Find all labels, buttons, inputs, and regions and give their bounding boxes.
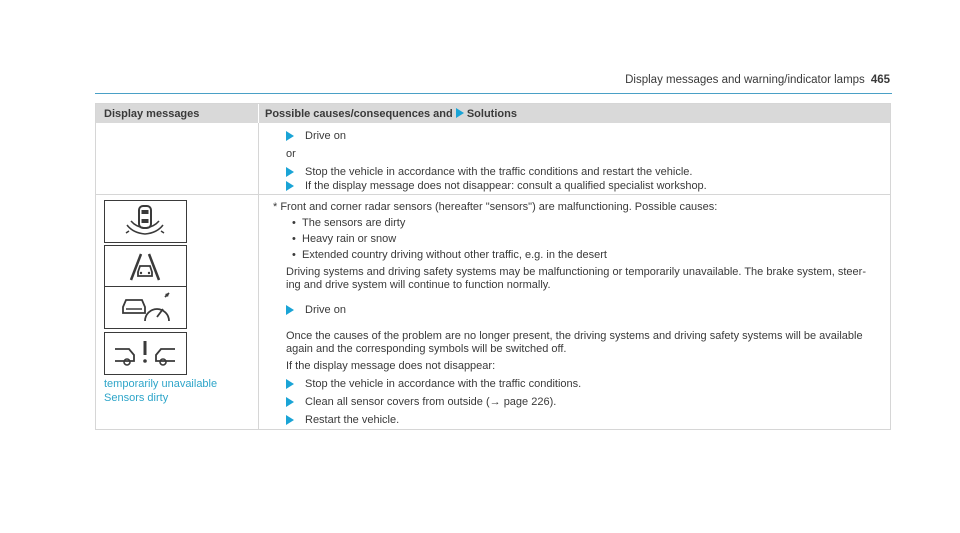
step-arrow-icon (286, 379, 294, 389)
bullet-text: Extended country driving without other traffic, e.g. in the desert (302, 249, 607, 261)
bullet-dot: • (292, 217, 296, 229)
row1-or: or (286, 148, 296, 160)
row2-para1-line1: Driving systems and driving safety systems may be malfunctioning or temporarily unavailable. The brake system, steer- (286, 266, 866, 278)
step-arrow-icon (286, 131, 294, 141)
running-head-title: Display messages and warning/indicator lamps (625, 74, 865, 86)
header-rule (95, 93, 892, 94)
row2-para2-line1: Once the causes of the problem are no longer present, the driving systems and driving safety systems will be available (286, 330, 863, 342)
header-causes-label: Possible causes/consequences and (265, 108, 453, 120)
message-sensors-dirty: Sensors dirty (104, 392, 169, 404)
header-display-messages: Display messages (104, 108, 200, 120)
lane-assist-icon (104, 245, 187, 288)
table-header (96, 104, 890, 123)
distance-assist-icon (104, 286, 187, 329)
step-text: Stop the vehicle in accordance with the traffic conditions. (305, 378, 582, 390)
brake-assist-icon (104, 332, 187, 375)
step-text: Stop the vehicle in accordance with the traffic conditions and restart the vehicle. (305, 166, 693, 178)
step-arrow-icon (286, 181, 294, 191)
bullet-text: Heavy rain or snow (302, 233, 397, 245)
step-arrow-icon (286, 167, 294, 177)
step-arrow-icon (286, 415, 294, 425)
step-text: Clean all sensor covers from outside (→ page 226). (305, 396, 557, 408)
column-divider (258, 123, 259, 429)
message-temporarily-unavailable: temporarily unavailable (104, 378, 218, 390)
step-text: Restart the vehicle. (305, 414, 400, 426)
header-causes-solutions (265, 108, 517, 120)
bullet-dot: • (292, 233, 296, 245)
header-solutions-label: Solutions (466, 108, 517, 120)
running-head (625, 74, 890, 86)
step-text: If the display message does not disappear: consult a qualified specialist workshop. (305, 180, 707, 192)
bullet-text: The sensors are dirty (302, 217, 406, 229)
parking-sensors-icon (104, 200, 187, 243)
bullet-dot: • (292, 249, 296, 261)
row2-para2-line2: again and the corresponding symbols will be switched off. (286, 343, 567, 355)
row-divider (96, 194, 890, 195)
step-arrow-icon (286, 397, 294, 407)
step-arrow-icon (286, 305, 294, 315)
row2-para3: If the display message does not disappear: (286, 360, 496, 372)
step-text: Drive on (305, 304, 346, 316)
solution-arrow-icon (456, 108, 464, 118)
step-text: Drive on (305, 130, 346, 142)
display-messages-table (95, 103, 891, 430)
row2-para1-line2: ing and drive system will continue to function normally. (286, 279, 551, 291)
row2-intro: * Front and corner radar sensors (hereafter "sensors") are malfunctioning. Possible causes: (273, 201, 718, 213)
page-number: 465 (870, 74, 890, 86)
header-separator (258, 104, 259, 123)
